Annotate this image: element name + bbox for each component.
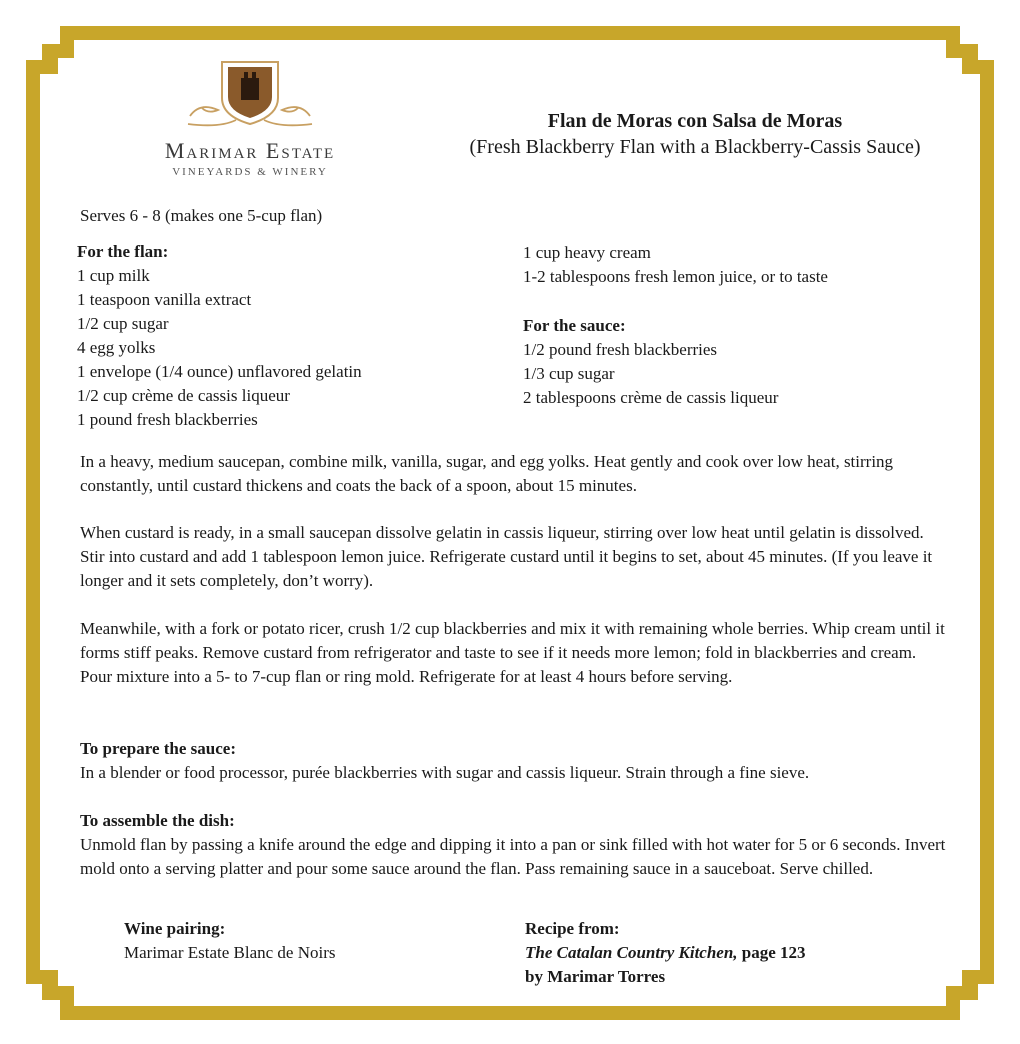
- instruction-step-3: Meanwhile, with a fork or potato ricer, crush 1/2 cup blackberries and mix it with remaining whole berries. Whip cream until it forms stiff peaks. Remove custard from refrigerator and taste to see if it needs more lemon; fold in blackberries and cream. Pour mixture into a 5- to 7-cup flan or ring mold. Refrigerate for at least 4 hours before serving.: [80, 619, 945, 686]
- shield-crest-icon: [130, 58, 370, 138]
- wine-pairing-label: Wine pairing:: [124, 919, 226, 938]
- recipe-title: Flan de Moras con Salsa de Moras: [547, 110, 843, 132]
- wine-pairing: [124, 917, 464, 965]
- flan-ingredients: [77, 240, 477, 432]
- ingredient-item: 1 cup milk: [77, 266, 150, 285]
- ingredient-item: 1 envelope (1/4 ounce) unflavored gelatin: [77, 362, 362, 381]
- ingredient-item: 2 tablespoons crème de cassis liqueur: [523, 388, 779, 407]
- serves-line: Serves 6 - 8 (makes one 5-cup flan): [80, 206, 323, 225]
- sauce-ingredients: [523, 314, 943, 410]
- ingredient-item: 1/2 cup crème de cassis liqueur: [77, 386, 290, 405]
- recipe-author: by Marimar Torres: [525, 967, 666, 986]
- ingredient-item: 1 pound fresh blackberries: [77, 410, 258, 429]
- flan-heading: For the flan:: [77, 242, 169, 261]
- sauce-heading: For the sauce:: [523, 316, 626, 335]
- wine-pairing-value: Marimar Estate Blanc de Noirs: [124, 943, 336, 962]
- ingredient-item: 1 teaspoon vanilla extract: [77, 290, 252, 309]
- book-title: The Catalan Country Kitchen,: [525, 943, 738, 962]
- ingredient-item: 1/2 pound fresh blackberries: [523, 340, 718, 359]
- ingredient-item: 4 egg yolks: [77, 338, 156, 357]
- ingredient-item: 1/3 cup sugar: [523, 364, 615, 383]
- recipe-subtitle: (Fresh Blackberry Flan with a Blackberry-Cassis Sauce): [469, 136, 921, 158]
- flan-ingredients-continued: [523, 241, 943, 289]
- logo-name: Marimar Estate: [164, 138, 336, 163]
- recipe-source-label: Recipe from:: [525, 919, 620, 938]
- ingredient-item: 1-2 tablespoons fresh lemon juice, or to taste: [523, 267, 828, 286]
- recipe-source: [525, 917, 925, 989]
- assemble-section: [80, 809, 950, 881]
- assemble-heading: To assemble the dish:: [80, 811, 235, 830]
- ingredient-item: 1/2 cup sugar: [77, 314, 169, 333]
- recipe-book-line: [525, 941, 925, 965]
- book-page: page 123: [737, 943, 806, 962]
- sauce-prep-text: In a blender or food processor, purée blackberries with sugar and cassis liqueur. Strain through a fine sieve.: [80, 763, 810, 782]
- assemble-text: Unmold flan by passing a knife around the edge and dipping it into a pan or sink filled with hot water for 5 or 6 seconds. Invert mold onto a serving platter and pour some sauce around the flan. Pass remaining sauce in a sauceboat. Serve chilled.: [80, 835, 946, 878]
- marimar-estate-logo: [130, 58, 370, 183]
- instruction-step-1: In a heavy, medium saucepan, combine milk, vanilla, sugar, and egg yolks. Heat gently and cook over low heat, stirring constantly, until custard thickens and coats the back of a spoon, about 15 minutes.: [80, 452, 894, 495]
- recipe-title-block: [420, 108, 970, 160]
- ingredient-item: 1 cup heavy cream: [523, 243, 651, 262]
- logo-subtitle: VINEYARDS & WINERY: [172, 166, 328, 178]
- sauce-prep-heading: To prepare the sauce:: [80, 739, 236, 758]
- sauce-prep-section: [80, 737, 950, 785]
- instruction-step-2: When custard is ready, in a small saucepan dissolve gelatin in cassis liqueur, stirring over low heat until gelatin is dissolved. Stir into custard and add 1 tablespoon lemon juice. Refrigerate custard until it begins to set, about 45 minutes. (If you leave it longer and it sets completely, don’t worry).: [80, 523, 933, 590]
